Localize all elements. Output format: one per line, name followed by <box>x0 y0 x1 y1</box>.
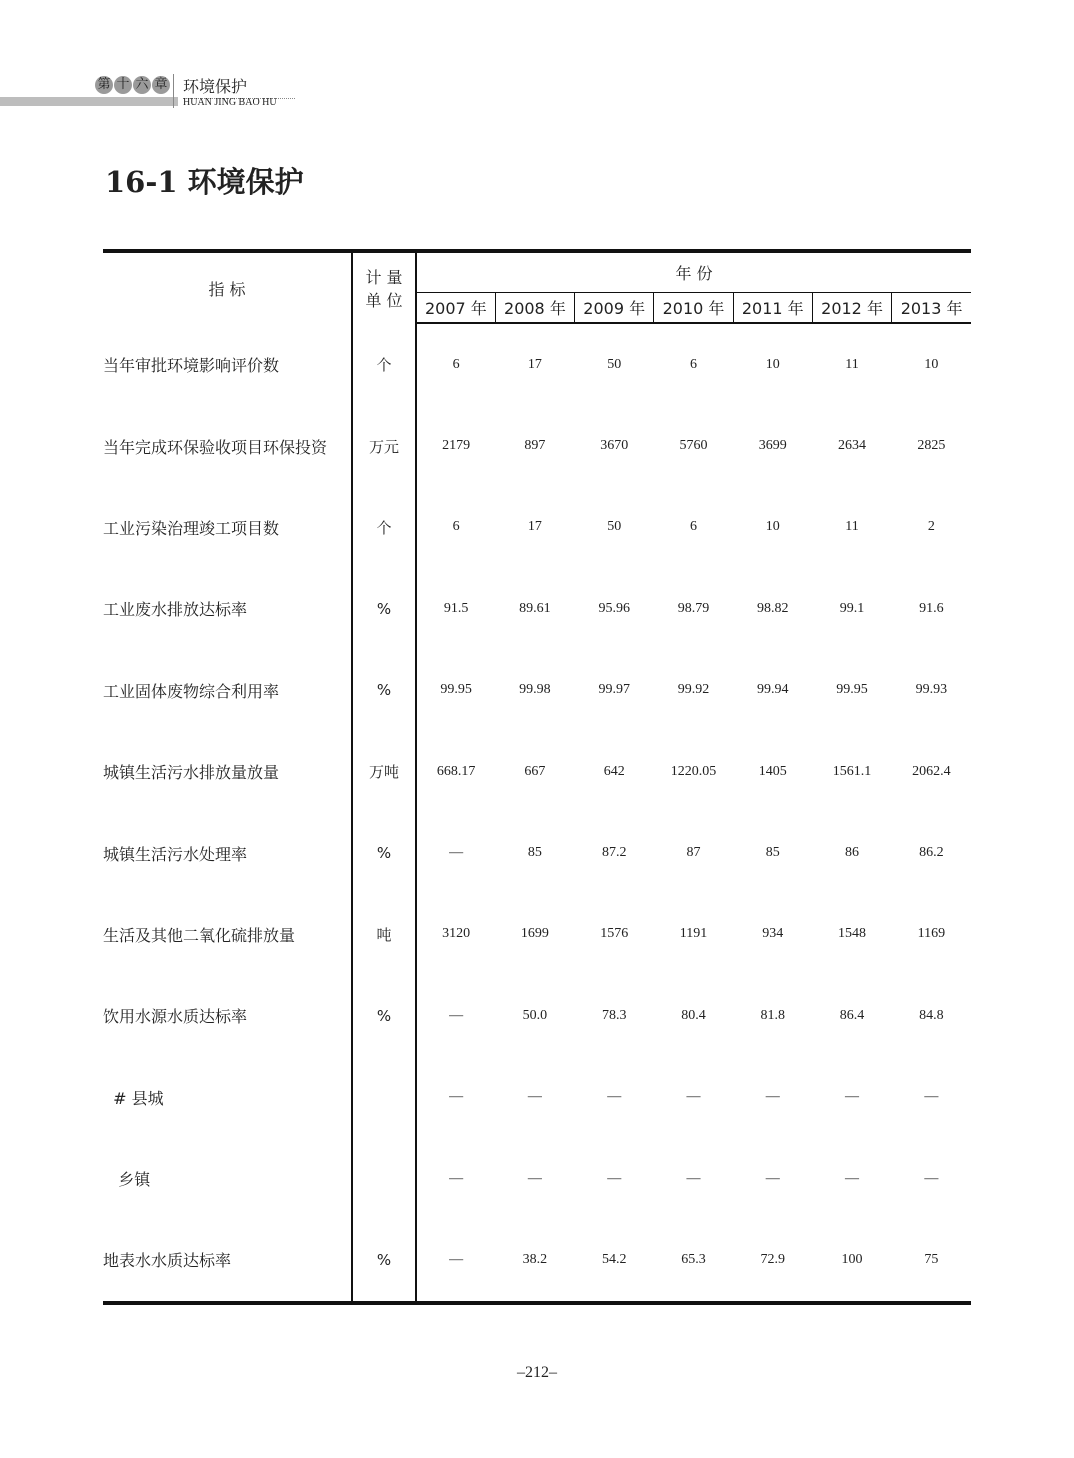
row-value: 99.95 <box>440 682 472 698</box>
year-header: 2011 年 <box>733 293 812 324</box>
row-indicator: 当年审批环境影响评价数 <box>103 323 352 405</box>
table-row <box>103 568 971 649</box>
row-value: 2 <box>927 519 935 535</box>
row-value: 17 <box>527 519 542 535</box>
chapter-char: 六 <box>133 76 151 94</box>
row-value: 667 <box>524 763 546 779</box>
row-value: 1576 <box>600 926 629 942</box>
row-value: 99.92 <box>677 682 710 698</box>
row-value: 84.8 <box>919 1007 944 1023</box>
row-value: 99.1 <box>839 600 865 616</box>
row-value: — <box>924 1170 939 1186</box>
row-indicator: 乡镇 <box>103 1138 352 1219</box>
chapter-char: 第 <box>95 76 113 94</box>
row-value: — <box>449 1089 464 1105</box>
table-row <box>103 1138 971 1219</box>
row-indicator: 城镇生活污水排放量放量 <box>103 731 352 812</box>
row-value: 91.5 <box>443 600 469 616</box>
row-value: 1561.1 <box>832 763 872 779</box>
chapter-char: 十 <box>114 76 132 94</box>
row-value: 99.93 <box>915 682 948 698</box>
row-indicator: 工业废水排放达标率 <box>103 568 352 649</box>
row-value: 1191 <box>679 926 708 942</box>
table-row <box>103 487 971 568</box>
row-value: 10 <box>765 356 780 372</box>
row-value: 54.2 <box>601 1251 627 1267</box>
header-divider <box>173 74 174 108</box>
table-row <box>103 1219 971 1302</box>
row-value: 2179 <box>442 438 471 454</box>
year-header: 2012 年 <box>812 293 891 324</box>
row-value: 6 <box>452 356 460 372</box>
table-row <box>103 323 971 405</box>
row-value: 668.17 <box>436 763 476 779</box>
row-value: 3120 <box>442 926 471 942</box>
table-row <box>103 650 971 731</box>
row-unit: 万元 <box>352 405 416 486</box>
row-value: 85 <box>765 845 780 861</box>
row-value: 5760 <box>679 438 708 454</box>
row-value: — <box>527 1089 542 1105</box>
row-indicator: 地表水水质达标率 <box>103 1219 352 1302</box>
row-indicator: 饮用水源水质达标率 <box>103 975 352 1056</box>
row-value: 78.3 <box>601 1007 627 1023</box>
row-value: — <box>449 1251 464 1267</box>
row-value: 99.95 <box>836 682 868 698</box>
row-indicator: 城镇生活污水处理率 <box>103 812 352 893</box>
row-value: — <box>765 1089 780 1105</box>
years-group-header: 年 份 <box>675 264 713 283</box>
row-unit <box>352 1057 416 1138</box>
row-value: — <box>607 1089 622 1105</box>
row-value: — <box>686 1089 701 1105</box>
row-value: 50.0 <box>522 1007 548 1023</box>
chapter-pinyin: HUAN JING BAO HU <box>183 97 277 108</box>
row-unit <box>352 1138 416 1219</box>
row-value: 2062.4 <box>912 763 951 779</box>
row-value: 10 <box>765 519 780 535</box>
table-row <box>103 731 971 812</box>
row-value: 38.2 <box>522 1251 548 1267</box>
row-value: 81.8 <box>760 1007 786 1023</box>
unit-header-bottom: 单 位 <box>365 291 403 310</box>
chapter-badge <box>95 76 170 94</box>
row-unit: 吨 <box>352 894 416 975</box>
row-value: 75 <box>924 1251 939 1267</box>
row-indicator: # 县城 <box>103 1057 352 1138</box>
row-value: — <box>449 845 464 861</box>
row-value: 100 <box>841 1251 863 1267</box>
row-value: 11 <box>845 519 859 535</box>
row-value: 50 <box>607 519 622 535</box>
row-unit: 个 <box>352 323 416 405</box>
row-value: 87.2 <box>601 845 627 861</box>
row-indicator: 工业固体废物综合利用率 <box>103 650 352 731</box>
chapter-title: 环境保护 <box>183 74 295 99</box>
row-value: 642 <box>603 763 625 779</box>
row-value: 1169 <box>917 926 946 942</box>
unit-header-top: 计 量 <box>365 268 403 287</box>
row-value: 87 <box>686 845 701 861</box>
row-indicator: 生活及其他二氧化硫排放量 <box>103 894 352 975</box>
year-header: 2013 年 <box>892 293 971 324</box>
row-value: 1548 <box>838 926 867 942</box>
row-unit: 个 <box>352 487 416 568</box>
row-value: 95.96 <box>598 600 630 616</box>
row-value: — <box>924 1089 939 1105</box>
row-indicator: 工业污染治理竣工项目数 <box>103 487 352 568</box>
row-value: 934 <box>762 926 784 942</box>
row-value: 80.4 <box>681 1007 706 1023</box>
year-header: 2007 年 <box>416 293 495 324</box>
row-unit: % <box>352 812 416 893</box>
row-value: 6 <box>689 356 697 372</box>
row-value: — <box>845 1170 860 1186</box>
row-value: — <box>686 1170 701 1186</box>
year-header: 2010 年 <box>654 293 733 324</box>
row-value: 3699 <box>758 438 787 454</box>
row-value: 3670 <box>600 438 629 454</box>
table-row <box>103 405 971 486</box>
row-indicator: 当年完成环保验收项目环保投资 <box>103 405 352 486</box>
row-value: 86 <box>845 845 860 861</box>
row-value: — <box>449 1170 464 1186</box>
row-value: 86.4 <box>839 1007 865 1023</box>
unit-header <box>352 251 416 323</box>
row-value: 89.61 <box>519 600 551 616</box>
row-value: 1405 <box>758 763 787 779</box>
table-row <box>103 812 971 893</box>
row-value: — <box>449 1007 464 1023</box>
year-header: 2008 年 <box>495 293 574 324</box>
row-value: — <box>607 1170 622 1186</box>
row-unit: % <box>352 975 416 1056</box>
row-value: 99.98 <box>519 682 551 698</box>
row-value: 6 <box>689 519 697 535</box>
row-value: — <box>845 1089 860 1105</box>
row-value: 99.97 <box>598 682 630 698</box>
row-value: 1699 <box>520 926 549 942</box>
row-value: 50 <box>607 356 622 372</box>
row-value: 86.2 <box>919 845 944 861</box>
row-value: 2634 <box>838 438 867 454</box>
row-value: 11 <box>845 356 859 372</box>
row-value: 91.6 <box>919 600 944 616</box>
row-value: 2825 <box>917 438 946 454</box>
row-value: 897 <box>524 438 546 454</box>
header-bar <box>0 97 178 106</box>
row-unit: % <box>352 1219 416 1302</box>
year-header: 2009 年 <box>575 293 654 324</box>
row-unit: 万吨 <box>352 731 416 812</box>
table-row <box>103 894 971 975</box>
data-table <box>103 249 971 1305</box>
row-value: 98.82 <box>757 600 789 616</box>
row-value: 65.3 <box>681 1251 706 1267</box>
page-title: 16-1 环境保护 <box>105 165 304 199</box>
row-value: — <box>527 1170 542 1186</box>
row-unit: % <box>352 650 416 731</box>
row-unit: % <box>352 568 416 649</box>
page-number: –212– <box>517 1364 557 1381</box>
indicator-header: 指 标 <box>103 251 352 323</box>
row-value: 85 <box>527 845 542 861</box>
row-value: 1220.05 <box>670 763 717 779</box>
row-value: 10 <box>924 356 939 372</box>
chapter-char: 章 <box>152 76 170 94</box>
row-value: 98.79 <box>677 600 710 616</box>
row-value: — <box>765 1170 780 1186</box>
row-value: 72.9 <box>760 1251 786 1267</box>
table-row <box>103 975 971 1056</box>
table-row <box>103 1057 971 1138</box>
row-value: 6 <box>452 519 460 535</box>
row-value: 17 <box>527 356 542 372</box>
row-value: 99.94 <box>757 682 789 698</box>
